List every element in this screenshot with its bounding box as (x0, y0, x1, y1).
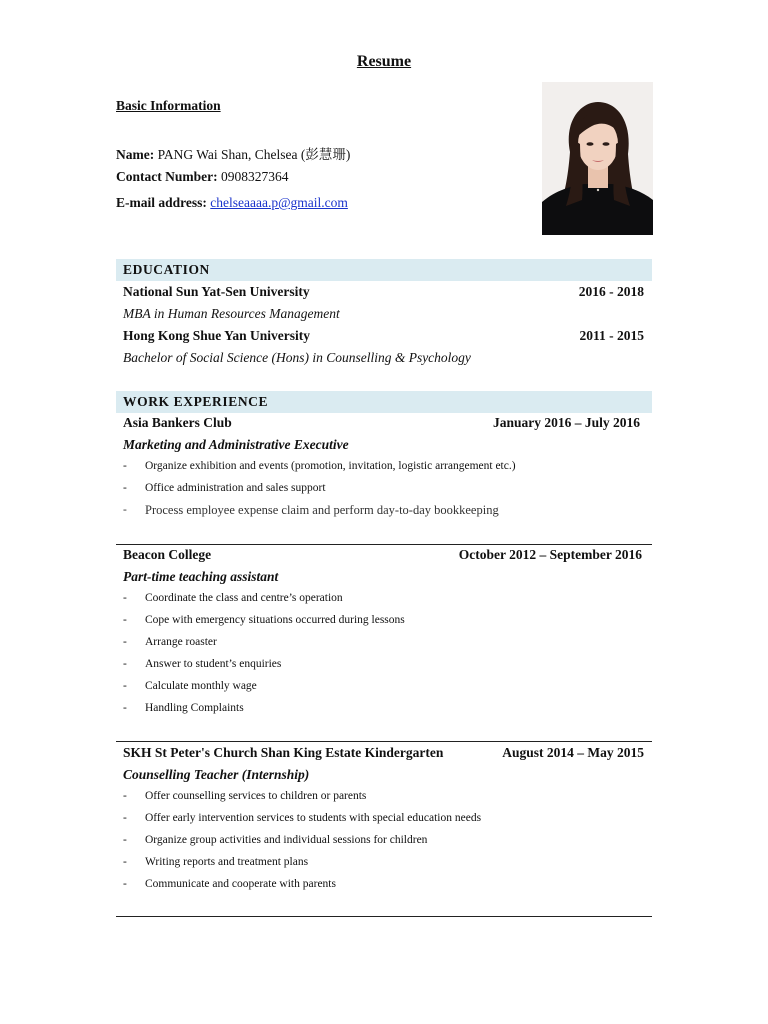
duty-text: Writing reports and treatment plans (145, 856, 309, 868)
bullet-dash: - (123, 790, 127, 802)
duty-text: Offer counselling services to children or parents (145, 790, 367, 802)
job-dates: January 2016 – July 2016 (492, 415, 640, 430)
bullet-dash: - (123, 856, 127, 868)
employer: Asia Bankers Club (123, 415, 232, 430)
duty-text: Office administration and sales support (145, 482, 326, 494)
duty-text: Communicate and cooperate with parents (145, 878, 336, 890)
job-dates: August 2014 – May 2015 (502, 745, 644, 760)
divider (116, 544, 652, 545)
school-years: 2016 - 2018 (578, 284, 644, 299)
work-heading: WORK EXPERIENCE (123, 394, 269, 409)
employer: SKH St Peter's Church Shan King Estate Kindergarten (123, 745, 444, 760)
contact-value: 0908327364 (220, 169, 289, 184)
bullet-dash: - (123, 680, 127, 692)
school-name: National Sun Yat-Sen University (123, 284, 310, 299)
work-header (116, 391, 652, 413)
bullet-dash: - (123, 834, 127, 846)
duty-text: Calculate monthly wage (145, 680, 257, 692)
duty-text: Arrange roaster (145, 636, 217, 648)
school-years: 2011 - 2015 (579, 328, 644, 343)
divider (116, 741, 652, 742)
duty-text: Process employee expense claim and perform day-to-day bookkeeping (145, 503, 499, 517)
school-name: Hong Kong Shue Yan University (123, 328, 311, 343)
divider (116, 916, 652, 917)
job-dates: October 2012 – September 2016 (458, 547, 642, 562)
degree: Bachelor of Social Science (Hons) in Counselling & Psychology (123, 350, 471, 365)
email-label: E-mail address: (116, 195, 207, 210)
education-header (116, 259, 652, 281)
bullet-dash: - (123, 702, 127, 714)
contact-label: Contact Number: (116, 169, 218, 184)
education-heading: EDUCATION (123, 262, 210, 277)
basic-info-heading: Basic Information (116, 98, 221, 113)
bullet-dash: - (123, 482, 127, 494)
duty-text: Organize group activities and individual sessions for children (145, 834, 428, 846)
bullet-dash: - (123, 592, 127, 604)
profile-photo (542, 82, 653, 235)
duty-text: Cope with emergency situations occurred during lessons (145, 614, 405, 626)
bullet-dash: - (123, 812, 127, 824)
email-line (116, 195, 348, 211)
bullet-dash: - (123, 460, 127, 472)
job-role: Marketing and Administrative Executive (123, 437, 349, 452)
name-label: Name: (116, 147, 155, 162)
name-value: PANG Wai Shan, Chelsea (彭慧珊) (157, 147, 351, 162)
bullet-dash: - (123, 658, 127, 670)
name-line (116, 143, 350, 163)
duty-text: Coordinate the class and centre’s operation (145, 592, 343, 604)
duty-text: Offer early intervention services to students with special education needs (145, 812, 482, 824)
bullet-dash: - (123, 878, 127, 890)
portrait-image (542, 82, 653, 235)
email-link[interactable]: chelseaaaa.p@gmail.com (210, 195, 348, 210)
job-role: Counselling Teacher (Internship) (123, 767, 310, 782)
page-title: Resume (356, 53, 412, 70)
duty-text: Organize exhibition and events (promotion, invitation, logistic arrangement etc.) (145, 460, 516, 472)
job-role: Part-time teaching assistant (123, 569, 279, 584)
bullet-dash: - (123, 504, 127, 516)
degree: MBA in Human Resources Management (123, 306, 340, 321)
duty-text: Handling Complaints (145, 702, 244, 714)
duty-text: Answer to student’s enquiries (145, 658, 282, 670)
contact-line (116, 169, 288, 185)
bullet-dash: - (123, 614, 127, 626)
bullet-dash: - (123, 636, 127, 648)
employer: Beacon College (123, 547, 212, 562)
